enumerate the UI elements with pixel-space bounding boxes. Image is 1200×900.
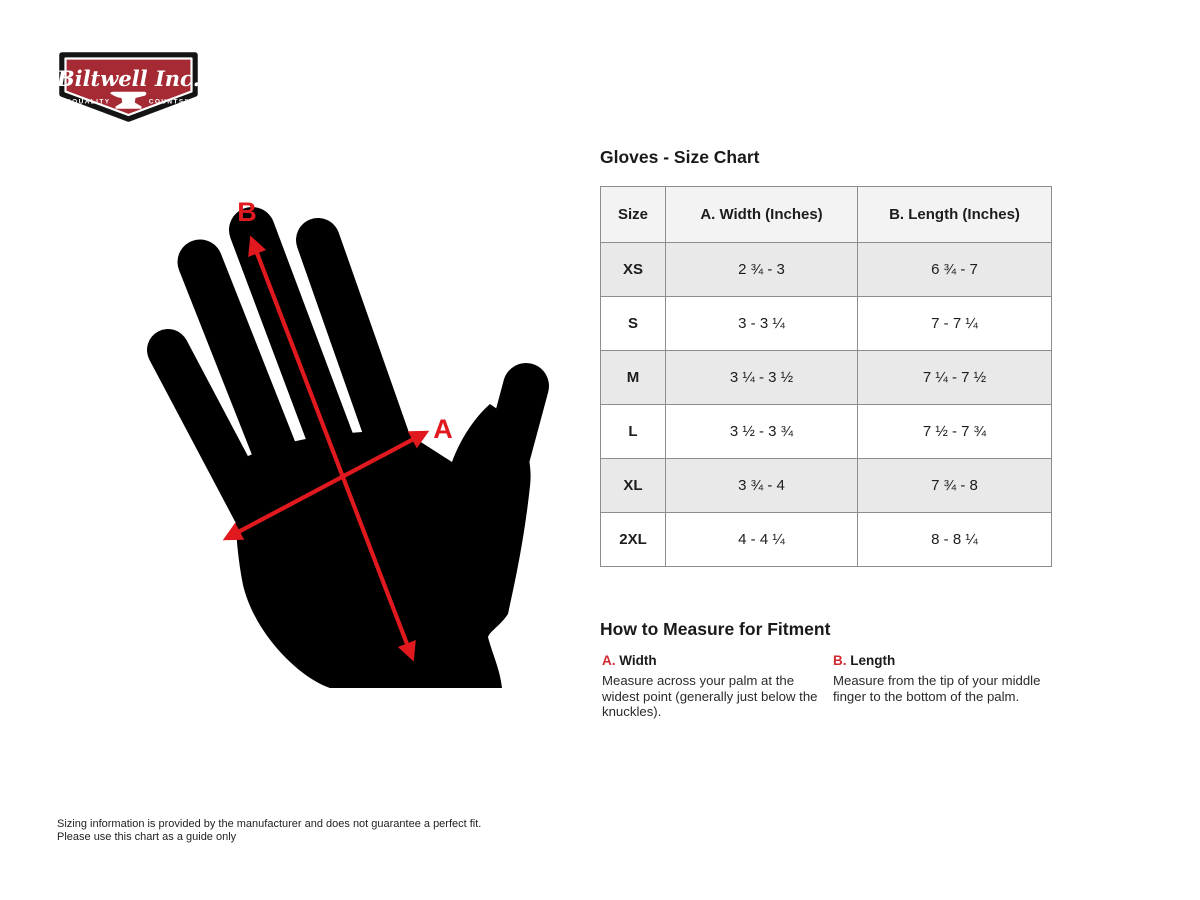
size-chart-title: Gloves - Size Chart bbox=[600, 147, 760, 167]
table-row bbox=[601, 513, 1052, 567]
size-value: XS bbox=[601, 243, 666, 297]
width-value: 2 ¾ - 3 bbox=[666, 243, 858, 297]
size-value: 2XL bbox=[601, 513, 666, 567]
biltwell-logo bbox=[56, 52, 201, 129]
measure-length-text: Measure from the tip of your middle finger to the bottom of the palm. bbox=[833, 673, 1041, 704]
measure-length-column bbox=[833, 653, 1065, 704]
length-value: 7 - 7 ¼ bbox=[858, 297, 1052, 351]
width-value: 3 ¼ - 3 ½ bbox=[666, 351, 858, 405]
col-header-size: Size bbox=[601, 187, 666, 243]
measure-length-letter: B. bbox=[833, 653, 847, 668]
label-b: B bbox=[237, 197, 257, 227]
length-value: 7 ½ - 7 ¾ bbox=[858, 405, 1052, 459]
measure-width-letter: A. bbox=[602, 653, 616, 668]
logo-tagline-left: “QUALITY bbox=[67, 98, 111, 106]
width-value: 3 ½ - 3 ¾ bbox=[666, 405, 858, 459]
size-chart-table bbox=[600, 186, 1052, 567]
measure-length-heading bbox=[833, 653, 1065, 668]
disclaimer-line-1: Sizing information is provided by the manufacturer and does not guarantee a perfect fit. bbox=[57, 818, 482, 830]
table-row bbox=[601, 405, 1052, 459]
sizing-disclaimer bbox=[57, 818, 481, 844]
size-value: L bbox=[601, 405, 666, 459]
hand-measure-diagram bbox=[140, 190, 580, 695]
measure-section-title: How to Measure for Fitment bbox=[600, 619, 831, 639]
col-header-width: A. Width (Inches) bbox=[666, 187, 858, 243]
logo-badge-shape bbox=[56, 52, 201, 124]
length-value: 8 - 8 ¼ bbox=[858, 513, 1052, 567]
measure-width-word: Width bbox=[619, 653, 657, 668]
table-row bbox=[601, 297, 1052, 351]
logo-brand-text: Biltwell Inc. bbox=[56, 66, 201, 91]
label-a: A bbox=[433, 414, 453, 444]
width-value: 3 - 3 ¼ bbox=[666, 297, 858, 351]
size-value: S bbox=[601, 297, 666, 351]
hand-diagram-svg bbox=[140, 190, 580, 690]
measure-width-text: Measure across your palm at the widest point (generally just below the knuckles). bbox=[602, 673, 818, 720]
measure-width-heading bbox=[602, 653, 826, 668]
length-value: 7 ¼ - 7 ½ bbox=[858, 351, 1052, 405]
disclaimer-line-2: Please use this chart as a guide only bbox=[57, 830, 237, 843]
length-value: 7 ¾ - 8 bbox=[858, 459, 1052, 513]
measure-length-word: Length bbox=[850, 653, 896, 668]
size-value: M bbox=[601, 351, 666, 405]
length-value: 6 ¾ - 7 bbox=[858, 243, 1052, 297]
table-row bbox=[601, 459, 1052, 513]
table-row bbox=[601, 243, 1052, 297]
measure-width-column bbox=[602, 653, 826, 720]
col-header-length: B. Length (Inches) bbox=[858, 187, 1052, 243]
width-value: 4 - 4 ¼ bbox=[666, 513, 858, 567]
size-value: XL bbox=[601, 459, 666, 513]
table-row bbox=[601, 351, 1052, 405]
width-value: 3 ¾ - 4 bbox=[666, 459, 858, 513]
table-header-row bbox=[601, 187, 1052, 243]
logo-tagline-right: COUNTS” bbox=[148, 98, 190, 106]
